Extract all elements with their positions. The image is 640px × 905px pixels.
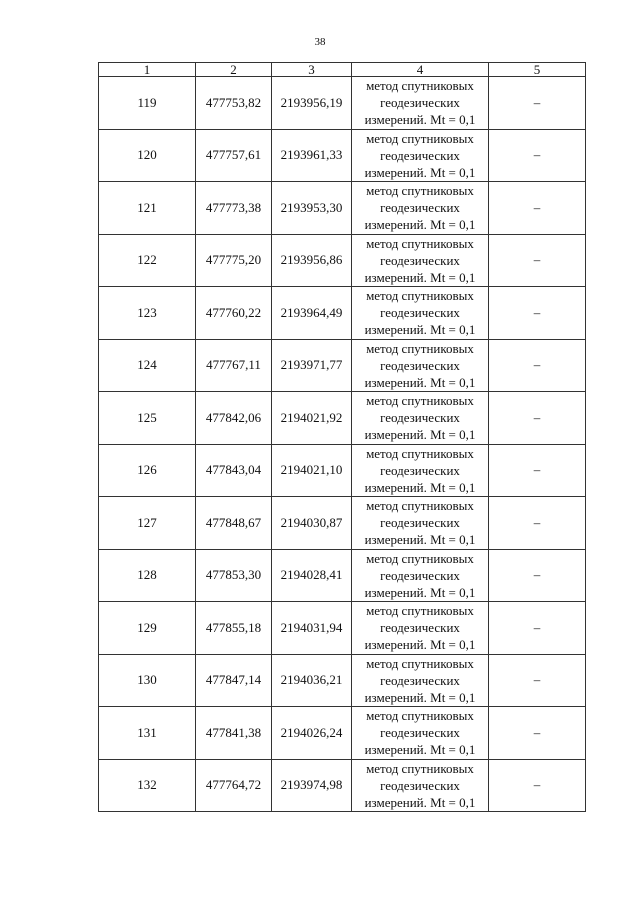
method-description: [352, 77, 489, 130]
table-row: [99, 497, 586, 550]
method-line: метод спутниковых: [366, 78, 474, 94]
coordinate-y: 2194031,94: [272, 602, 352, 655]
method-line: измерений. Mt = 0,1: [364, 479, 476, 495]
column-5-value: –: [489, 287, 586, 340]
method-line: метод спутниковых: [366, 603, 474, 619]
method-description: [352, 759, 489, 812]
point-number: 129: [99, 602, 196, 655]
column-5-value: –: [489, 497, 586, 550]
column-5-value: –: [489, 707, 586, 760]
method-description: [352, 234, 489, 287]
point-number: 121: [99, 182, 196, 235]
method-line: геодезических: [380, 567, 460, 583]
coordinate-y: 2193961,33: [272, 129, 352, 182]
column-5-value: –: [489, 392, 586, 445]
coordinate-y: 2193956,86: [272, 234, 352, 287]
method-description: [352, 497, 489, 550]
coordinate-x: 477847,14: [196, 654, 272, 707]
point-number: 122: [99, 234, 196, 287]
point-number: 119: [99, 77, 196, 130]
table-body: [99, 77, 586, 812]
method-line: измерений. Mt = 0,1: [364, 374, 476, 390]
method-description: [352, 339, 489, 392]
coordinate-x: 477842,06: [196, 392, 272, 445]
method-line: измерений. Mt = 0,1: [364, 689, 476, 705]
coordinate-x: 477843,04: [196, 444, 272, 497]
method-line: геодезических: [380, 462, 460, 478]
point-number: 120: [99, 129, 196, 182]
point-number: 126: [99, 444, 196, 497]
method-line: метод спутниковых: [366, 498, 474, 514]
coordinate-y: 2193971,77: [272, 339, 352, 392]
table-row: [99, 549, 586, 602]
method-description: [352, 287, 489, 340]
method-line: метод спутниковых: [366, 235, 474, 251]
table-header: [99, 63, 586, 77]
method-line: измерений. Mt = 0,1: [364, 532, 476, 548]
method-line: геодезических: [380, 410, 460, 426]
coordinate-x: 477760,22: [196, 287, 272, 340]
coordinate-y: 2194030,87: [272, 497, 352, 550]
table-row: [99, 287, 586, 340]
method-line: измерений. Mt = 0,1: [364, 322, 476, 338]
method-line: измерений. Mt = 0,1: [364, 637, 476, 653]
point-number: 127: [99, 497, 196, 550]
header-cell-5: 5: [489, 63, 586, 77]
method-description: [352, 707, 489, 760]
table-row: [99, 129, 586, 182]
table-row: [99, 707, 586, 760]
header-row: [99, 63, 586, 77]
point-number: 131: [99, 707, 196, 760]
coordinate-x: 477753,82: [196, 77, 272, 130]
coordinate-y: 2193974,98: [272, 759, 352, 812]
page-number: 38: [314, 36, 326, 48]
column-5-value: –: [489, 77, 586, 130]
table-row: [99, 654, 586, 707]
method-line: измерений. Mt = 0,1: [364, 584, 476, 600]
method-line: геодезических: [380, 252, 460, 268]
column-5-value: –: [489, 654, 586, 707]
coordinate-y: 2194026,24: [272, 707, 352, 760]
method-line: метод спутниковых: [366, 130, 474, 146]
method-line: метод спутниковых: [366, 340, 474, 356]
coordinate-x: 477773,38: [196, 182, 272, 235]
coordinate-x: 477853,30: [196, 549, 272, 602]
method-line: измерений. Mt = 0,1: [364, 427, 476, 443]
method-line: геодезических: [380, 620, 460, 636]
coordinates-table: [98, 62, 586, 812]
method-line: метод спутниковых: [366, 655, 474, 671]
point-number: 125: [99, 392, 196, 445]
method-line: измерений. Mt = 0,1: [364, 742, 476, 758]
method-line: геодезических: [380, 672, 460, 688]
column-5-value: –: [489, 549, 586, 602]
coordinate-x: 477855,18: [196, 602, 272, 655]
header-cell-4: 4: [352, 63, 489, 77]
column-5-value: –: [489, 759, 586, 812]
table-row: [99, 444, 586, 497]
column-5-value: –: [489, 339, 586, 392]
table-row: [99, 77, 586, 130]
coordinate-y: 2194036,21: [272, 654, 352, 707]
method-line: геодезических: [380, 725, 460, 741]
method-line: измерений. Mt = 0,1: [364, 269, 476, 285]
coordinate-y: 2193953,30: [272, 182, 352, 235]
point-number: 123: [99, 287, 196, 340]
header-cell-3: 3: [272, 63, 352, 77]
method-line: геодезических: [380, 357, 460, 373]
method-description: [352, 654, 489, 707]
method-line: измерений. Mt = 0,1: [364, 164, 476, 180]
table-row: [99, 602, 586, 655]
method-line: геодезических: [380, 515, 460, 531]
column-5-value: –: [489, 234, 586, 287]
column-5-value: –: [489, 602, 586, 655]
column-5-value: –: [489, 182, 586, 235]
method-line: геодезических: [380, 305, 460, 321]
column-5-value: –: [489, 129, 586, 182]
table-row: [99, 392, 586, 445]
method-description: [352, 549, 489, 602]
column-5-value: –: [489, 444, 586, 497]
method-line: метод спутниковых: [366, 550, 474, 566]
coordinate-x: 477764,72: [196, 759, 272, 812]
method-description: [352, 129, 489, 182]
header-cell-2: 2: [196, 63, 272, 77]
point-number: 124: [99, 339, 196, 392]
coordinate-y: 2194028,41: [272, 549, 352, 602]
method-description: [352, 392, 489, 445]
coordinate-x: 477767,11: [196, 339, 272, 392]
method-line: измерений. Mt = 0,1: [364, 794, 476, 810]
table-row: [99, 759, 586, 812]
method-line: измерений. Mt = 0,1: [364, 112, 476, 128]
coordinate-x: 477775,20: [196, 234, 272, 287]
point-number: 130: [99, 654, 196, 707]
method-line: геодезических: [380, 147, 460, 163]
method-line: измерений. Mt = 0,1: [364, 217, 476, 233]
table-row: [99, 182, 586, 235]
method-line: метод спутниковых: [366, 445, 474, 461]
coordinate-x: 477848,67: [196, 497, 272, 550]
method-description: [352, 182, 489, 235]
method-description: [352, 444, 489, 497]
table-row: [99, 339, 586, 392]
coordinate-y: 2194021,10: [272, 444, 352, 497]
coordinate-y: 2193956,19: [272, 77, 352, 130]
coordinate-x: 477841,38: [196, 707, 272, 760]
method-line: метод спутниковых: [366, 288, 474, 304]
method-line: геодезических: [380, 95, 460, 111]
method-line: метод спутниковых: [366, 393, 474, 409]
method-description: [352, 602, 489, 655]
method-line: метод спутниковых: [366, 760, 474, 776]
coordinate-y: 2194021,92: [272, 392, 352, 445]
coordinate-x: 477757,61: [196, 129, 272, 182]
point-number: 128: [99, 549, 196, 602]
header-cell-1: 1: [99, 63, 196, 77]
table-row: [99, 234, 586, 287]
point-number: 132: [99, 759, 196, 812]
method-line: геодезических: [380, 777, 460, 793]
method-line: метод спутниковых: [366, 708, 474, 724]
method-line: метод спутниковых: [366, 183, 474, 199]
coordinate-y: 2193964,49: [272, 287, 352, 340]
method-line: геодезических: [380, 200, 460, 216]
